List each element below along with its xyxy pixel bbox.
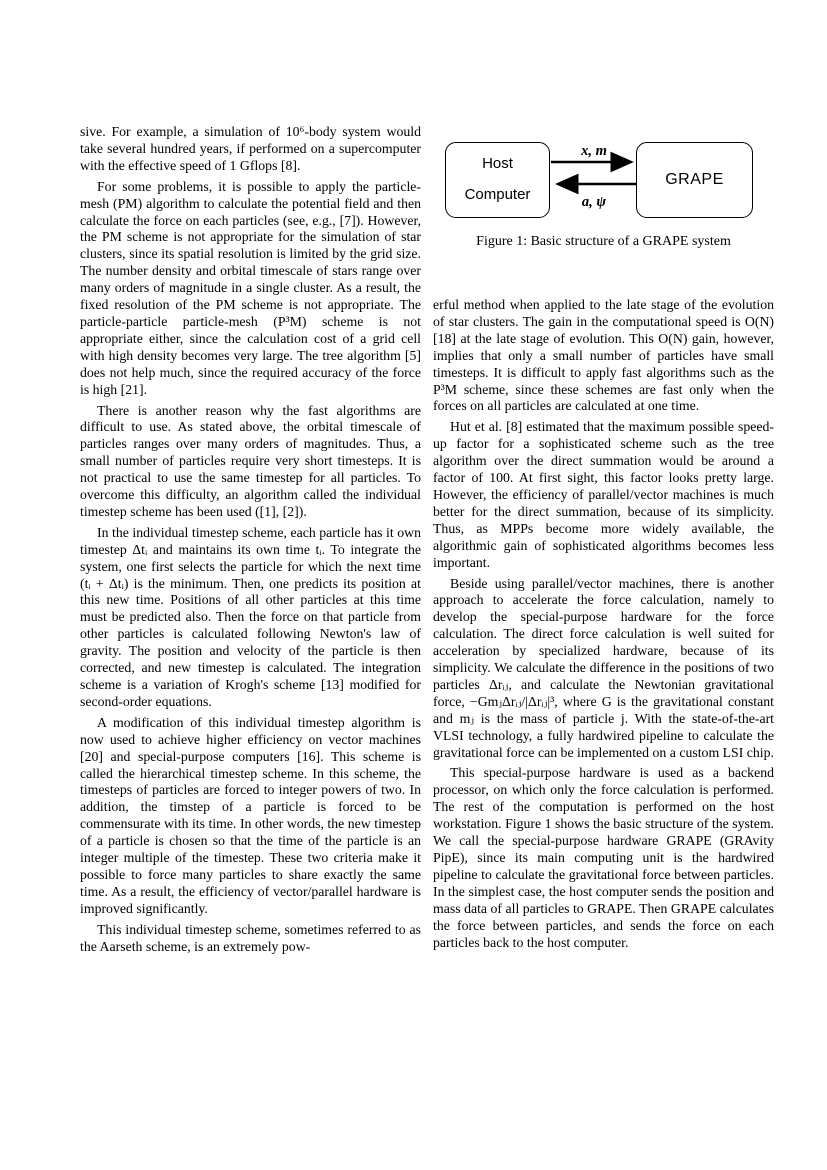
grape-box-label: GRAPE — [665, 170, 724, 188]
paragraph: Hut et al. [8] estimated that the maximum possible speed-up factor for a sophisticated scheme such as the tree algorithm over the direct summation would be around a factor of 100. At first sight, this factor looks pretty large. However, the efficiency of parallel/vector machines is much better for the direct summation, because of its simplicity. Thus, as MPPs become more widely available, the algorithmic gain of sophisticated algorithms becomes less important. — [433, 419, 774, 570]
paragraph: This special-purpose hardware is used as a backend processor, on which only the force calculation is performed. The rest of the computation is performed on the host workstation. Figure 1 shows the basic structure of the system. We call the special-purpose hardware GRAPE (GRAvity PipE), since its main computing unit is the hardwired pipeline to calculate the gravitational force between particles. In the simplest case, the host computer sends the position and mass data of all particles to GRAPE. Then GRAPE calculates the force between particles, and sends the force on each particles back to the host computer. — [433, 765, 774, 950]
paragraph: Beside using parallel/vector machines, there is another approach to accelerate the force calculation, namely to develop the special-purpose hardware for the force calculation. The direct force calculation is well suited for acceleration by specialized hardware, because of its simplicity. We calculate the difference in the positions of two particles Δrᵢⱼ, and calculate the Newtonian gravitational force, −GmⱼΔrᵢⱼ/|Δrᵢⱼ|³, where G is the gravitational constant and mⱼ is the mass of particle j. With the state-of-the-art VLSI technology, a fully hardwired pipeline to calculate the gravitational force can be implemented on a custom LSI chip. — [433, 575, 774, 760]
arrow-label-x-m: x, m — [581, 143, 607, 159]
figure-1 — [433, 142, 774, 251]
left-column — [80, 124, 421, 960]
right-column — [433, 124, 774, 955]
paragraph: This individual timestep scheme, sometimes referred to as the Aarseth scheme, is an extremely pow- — [80, 921, 421, 954]
host-box-label-line1: Host — [482, 155, 513, 173]
grape-box — [636, 142, 753, 218]
paragraph: In the individual timestep scheme, each particle has it own timestep Δtᵢ and maintains its own time tᵢ. To integrate the system, one first selects the particle for which the next time (tᵢ + Δtᵢ) is the minimum. Then, one predicts its position at this new time. Positions of all other particles at this time must be predicted also. Then the force on that particle from other particles is calculated following Newton's law of gravity. The position and velocity of the particle is then corrected, and new timestep is calculated. The integration scheme is a variation of Krogh's scheme [13] modified for second-order equations. — [80, 524, 421, 709]
right-column-text — [433, 297, 774, 951]
paragraph: erful method when applied to the late stage of the evolution of star clusters. The gain in the computational speed is O(N) [18] at the late stage of evolution. This O(N) gain, however, implies that only a small number of particles have small timesteps. It is difficult to apply fast algorithms such as the P³M scheme, since these schemes are fast only when the forces on all particles are calculated at one time. — [433, 297, 774, 414]
arrow-label-a-psi: a, ψ — [581, 194, 607, 210]
paragraph: For some problems, it is possible to apply the particle-mesh (PM) algorithm to calculate the potential field and then calculate the force on each particles (see, e.g., [7]). However, the PM scheme is not appropriate for the simulation of star clusters, since its spatial resolution is limited by the grid size. The number density and orbital timescale of stars range over many orders of magnitude in a single cluster. As a result, the fixed resolution of the PM scheme is not appropriate. The particle-particle particle-mesh (P³M) scheme is not appropriate either, since the calculation cost of a grid cell with high density becomes very large. The tree algorithm [5] does not help much, since the required accuracy of the force is high [21]. — [80, 178, 421, 397]
paragraph: sive. For example, a simulation of 10⁶-body system would take several hundred years, if performed on a supercomputer with the effective speed of 1 Gflops [8]. — [80, 124, 421, 173]
paragraph: A modification of this individual timestep algorithm is now used to achieve higher efficiency on vector machines [20] and special-purpose computers [16]. This scheme is called the hierarchical timestep scheme. In this scheme, the timesteps of particles are forced to integer powers of two. In addition, the timstep of a particle is forced to be commensurate with its time. In other words, the new timestep of a particle is chosen so that the time of the particle is an integer multiple of the timestep. These two criteria make it possible to force many particles to share exactly the same time. As a result, the efficiency of vector/parallel hardware is improved significantly. — [80, 714, 421, 916]
host-computer-box — [445, 142, 550, 218]
paragraph: There is another reason why the fast algorithms are difficult to use. As stated above, the orbital timescale of particles ranges over many orders of magnitudes. Thus, a small number of particles require very short timesteps. It is not practical to use the same timestep for all particles. To overcome this difficulty, an algorithm called the individual timestep scheme has been used ([1], [2]). — [80, 402, 421, 519]
figure-1-diagram — [433, 142, 774, 218]
host-box-label-line2: Computer — [464, 185, 531, 203]
figure-1-caption: Figure 1: Basic structure of a GRAPE system — [476, 234, 731, 249]
